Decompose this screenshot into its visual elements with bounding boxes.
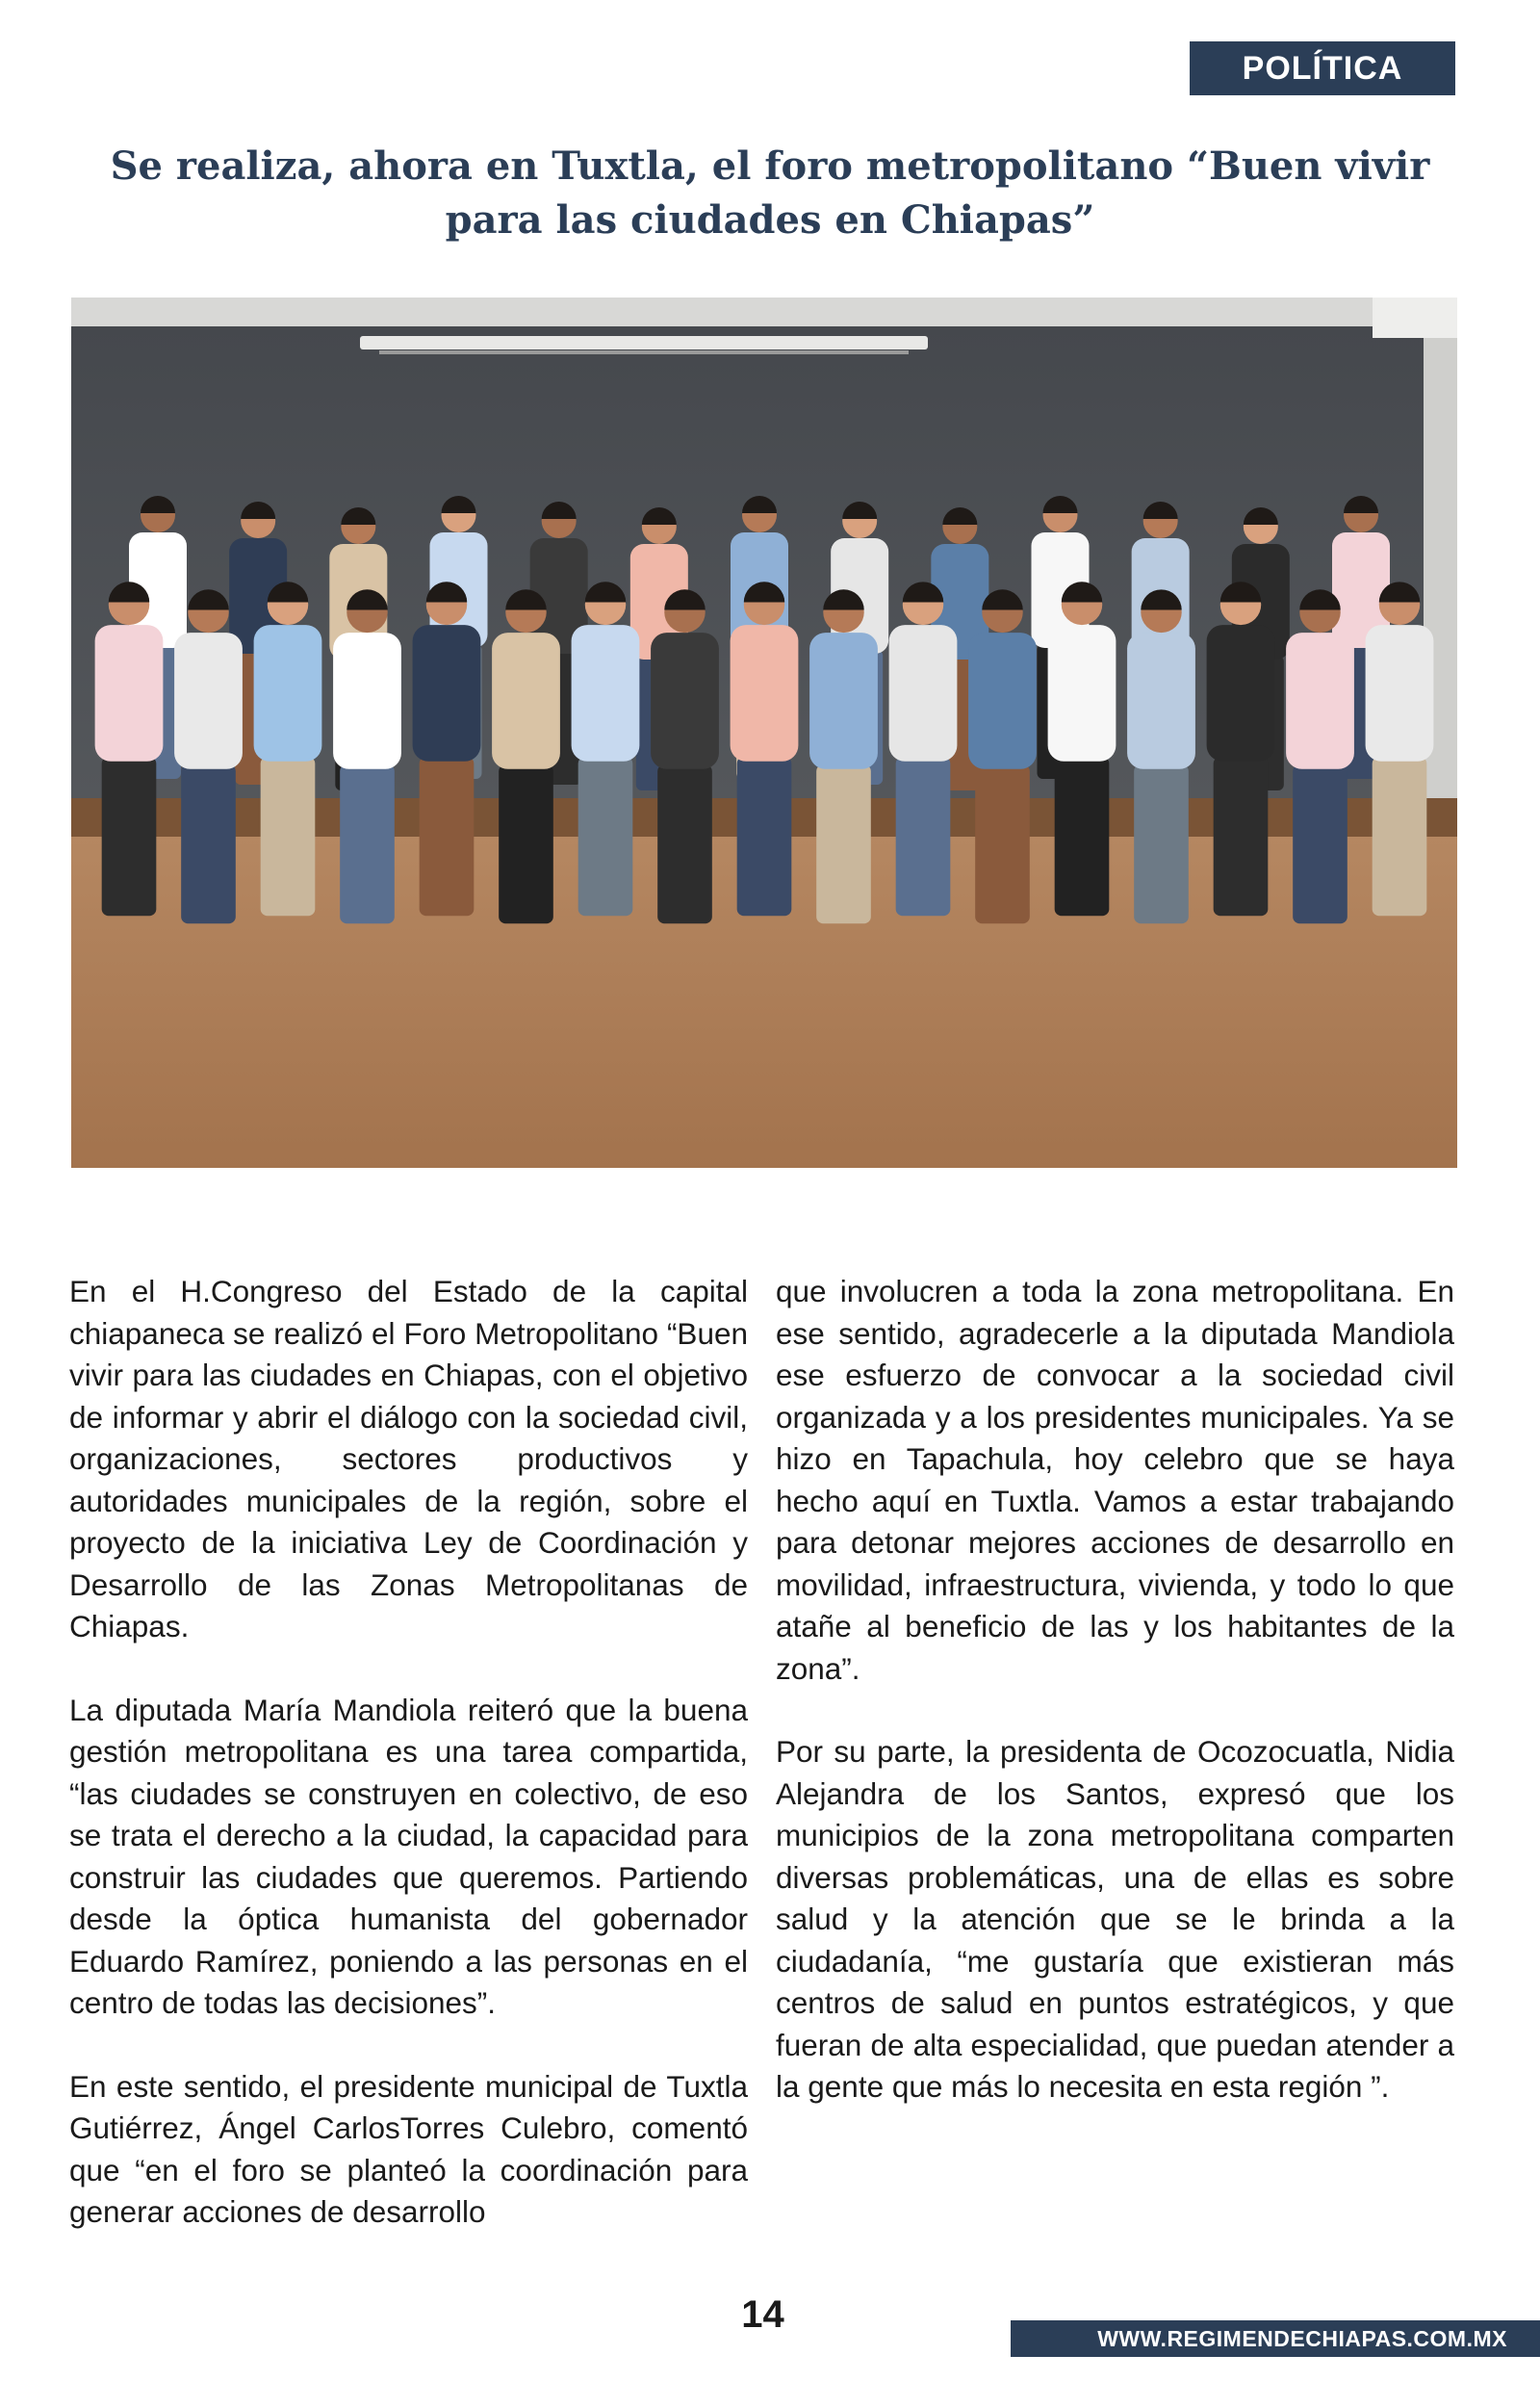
paragraph: Por su parte, la presidenta de Ocozocuatla, Nidia Alejandra de los Santos, expresó que los municipios de la zona metropolitana comparten diversas problemáticas, una de ellas es sobre salud y la atención que se le brinda a la ciudadanía, “me gustaría que existieran más centros de salud en puntos estratégicos, y que fueran de alta especialidad, que puedan atender a la gente que más lo necesita en esta región ”. (776, 1734, 1454, 2104)
person (1048, 582, 1116, 916)
article-column-left (69, 1271, 748, 2275)
footer-bar (1011, 2320, 1540, 2357)
person (492, 589, 560, 923)
ac-unit (1373, 298, 1457, 338)
paragraph: La diputada María Mandiola reiteró que la buena gestión metropolitana es una tarea compartida, “las ciudades se construyen en colectivo, de eso se trata el derecho a la ciudad, la capacidad para construir las ciudades que queremos. Partiendo desde la óptica humanista del gobernador Eduardo Ramírez, poniendo a las personas en el centro de todas las decisiones”. (69, 1692, 748, 2020)
person (968, 589, 1037, 923)
paragraph: En el H.Congreso del Estado de la capital chiapaneca se realizó el Foro Metropolitano “Buen vivir para las ciudades en Chiapas, con el objetivo de informar y abrir el diálogo con la sociedad civil, organizaciones, sectores productivos y autoridades municipales de la región, sobre el proyecto de la iniciativa Ley de Coordinación y Desarrollo de las Zonas Metropolitanas de Chiapas. (69, 1274, 748, 1643)
person (1366, 582, 1434, 916)
person (731, 582, 799, 916)
person (333, 589, 401, 923)
website-link[interactable]: WWW.REGIMENDECHIAPAS.COM.MX (1097, 2325, 1507, 2351)
paragraph: que involucren a toda la zona metropolitana. En ese sentido, agradecerle a la diputada Mandiola ese esfuerzo de convocar a la sociedad civil organizada y a los presidentes municipales. Ya se hizo en Tapachula, hoy celebro que se haya hecho aquí en Tuxtla. Vamos a estar trabajando para detonar mejores acciones de desarrollo en movilidad, infraestructura, vivienda, y todo lo que atañe al beneficio de las y los habitantes de la zona”. (776, 1274, 1454, 1686)
section-tag (1190, 41, 1455, 95)
person (572, 582, 640, 916)
article-headline: Se realiza, ahora en Tuxtla, el foro metropolitano “Buen vivir para las ciudades en Chiapas” (110, 143, 1430, 243)
person (889, 582, 958, 916)
article-photo (71, 298, 1457, 1168)
person (1207, 582, 1275, 916)
person (413, 582, 481, 916)
person (1127, 589, 1195, 923)
ceiling (71, 298, 1457, 326)
person (254, 582, 322, 916)
projector-screen-edge (379, 350, 909, 354)
section-label: POLÍTICA (1242, 49, 1403, 87)
projector-screen (360, 336, 928, 349)
person (809, 589, 878, 923)
article-column-right (776, 1271, 1454, 2150)
person (174, 589, 243, 923)
person (651, 589, 719, 923)
page-number: 14 (741, 2293, 784, 2336)
person (95, 582, 164, 916)
paragraph: En este sentido, el presidente municipal de Tuxtla Gutiérrez, Ángel CarlosTorres Culebro, comentó que “en el foro se planteó la coordinación para generar acciones de desarrollo (69, 2068, 748, 2229)
person (1286, 589, 1354, 923)
